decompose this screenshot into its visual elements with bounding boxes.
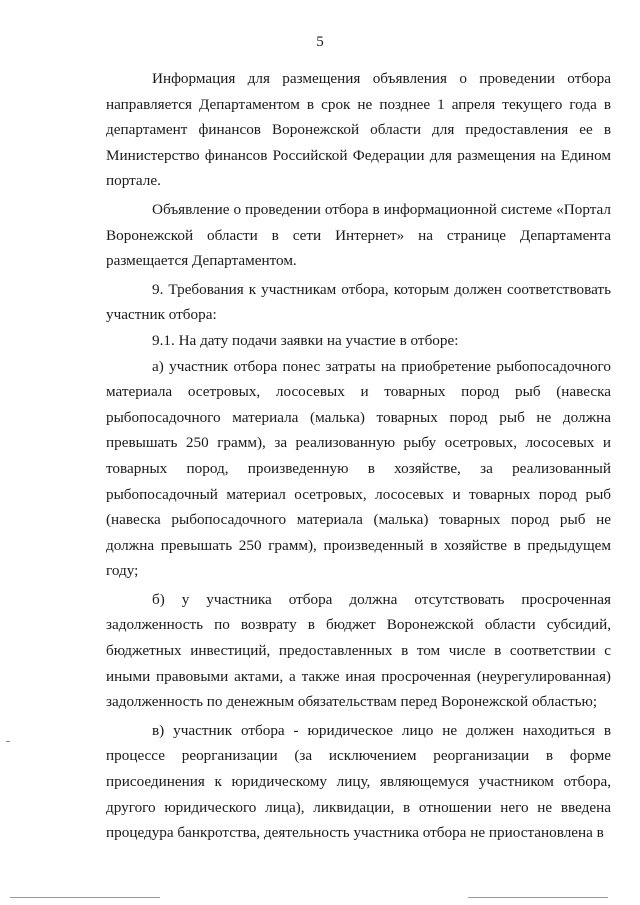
paragraph-requirements-heading: 9. Требования к участникам отбора, которым должен соответствовать участник отбора: — [106, 280, 611, 324]
footer-line-left — [10, 897, 160, 898]
page-number: 5 — [316, 34, 324, 50]
paragraph-item-v: в) участник отбора - юридическое лицо не должен находиться в процессе реорганизации (за исключением реорганизации в форме присоединения к юридическому лицу, являющемуся участником отбора, другого юридического лица), ликвидации, в отношении него не введена процедура банкротства, деятельность участника отбора не приостановлена в — [106, 721, 611, 842]
paragraph-item-a: а) участник отбора понес затраты на приобретение рыбопосадочного материала осетровых, лососевых и товарных пород рыб (навеска рыбопосадочного материала (малька) товарных пород рыб не должна превышать 250 грамм), за реализованную рыбу осетровых, лососевых и товарных пород, произведенную в хозяйстве, за реализованный рыбопосадочный материал осетровых, лососевых и товарных пород рыб (навеска рыбопосадочного материала (малька) товарных пород рыб не должна превышать 250 грамм), произведенный в хозяйстве в предыдущем году; — [106, 357, 611, 580]
paragraph-info-submission: Информация для размещения объявления о проведении отбора направляется Департаментом в срок не позднее 1 апреля текущего года в департамент финансов Воронежской области для предоставления ее в Министерство финансов Российской Федерации для размещения на Едином портале. — [106, 70, 611, 190]
paragraph-requirements-date: 9.1. На дату подачи заявки на участие в отборе: — [152, 331, 459, 349]
paragraph-item-b: б) у участника отбора должна отсутствовать просроченная задолженность по возврату в бюджет Воронежской области субсидий, бюджетных инвестиций, предоставленных в том числе в соответствии с иными правовыми актами, а также иная просроченная (неурегулированная) задолженность по денежным обязательствам перед Воронежской областью; — [106, 590, 611, 711]
margin-mark — [6, 741, 10, 742]
paragraph-announcement-portal: Объявление о проведении отбора в информационной системе «Портал Воронежской области в сети Интернет» на странице Департамента размещается Департаментом. — [106, 200, 611, 270]
document-body — [106, 66, 611, 846]
footer-line-right — [468, 897, 608, 898]
